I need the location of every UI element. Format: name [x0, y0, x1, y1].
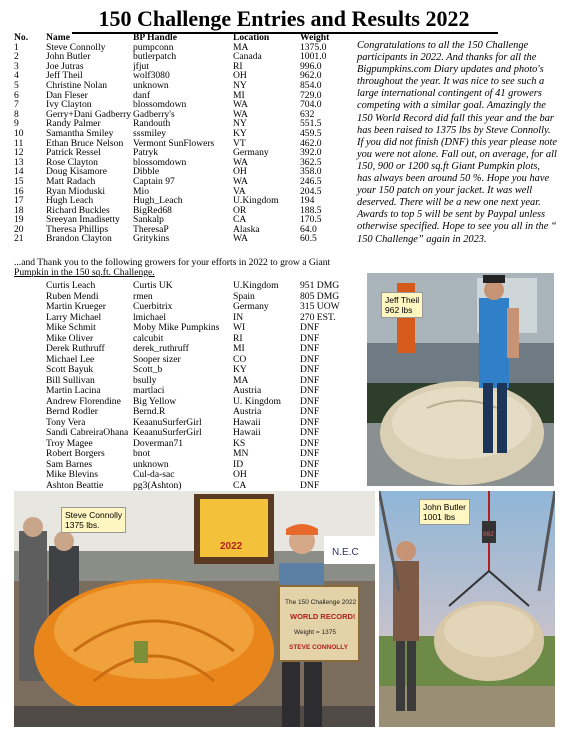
cell-bp: pg3(Ashton): [133, 480, 182, 491]
cell-bp: bsully: [133, 375, 157, 386]
table-row: [14, 449, 358, 460]
cell-location: CO: [233, 354, 247, 365]
table-row: [14, 344, 358, 355]
cell-name: Ruben Mendi: [46, 291, 99, 302]
cell-weight: 854.0: [300, 80, 322, 91]
table-row: [14, 481, 358, 492]
caption-jeff-name: Jeff Theil: [385, 295, 420, 305]
banner-text: N.E.C: [332, 547, 359, 558]
cell-name: Ryan Mioduski: [46, 186, 106, 197]
table-row: [14, 225, 352, 235]
cell-name: Martin Krueger: [46, 302, 106, 312]
cell-weight: 459.5: [300, 128, 322, 139]
table-row: [14, 100, 352, 110]
table-row: [14, 428, 358, 439]
cell-weight: DNF: [300, 459, 320, 470]
results-table: [14, 33, 352, 244]
cell-bp: lmichael: [133, 312, 167, 323]
table-row: [14, 355, 358, 366]
cell-name: Randy Palmer: [46, 119, 101, 129]
cell-weight: 188.5: [300, 205, 322, 216]
cell-name: Jeff Theil: [46, 71, 83, 81]
cell-no: 9: [14, 119, 19, 129]
cell-weight: 805 DMG: [300, 291, 340, 302]
table-row: [14, 196, 352, 206]
cell-weight: 246.5: [300, 176, 322, 187]
cell-no: 2: [14, 52, 19, 62]
sign-line-2: WORLD RECORD!: [290, 612, 356, 621]
cell-no: 1: [14, 42, 19, 53]
table-row: [14, 215, 352, 225]
spacer-cell: [14, 428, 46, 439]
cell-location: RI: [233, 61, 243, 72]
cell-location: MN: [233, 449, 249, 459]
spacer-cell: [14, 397, 46, 408]
cell-bp: blossomdown: [133, 157, 187, 168]
cell-location: VT: [233, 138, 246, 149]
table-row: [14, 139, 352, 149]
cell-location: WA: [233, 157, 248, 168]
cell-no: 19: [14, 215, 24, 225]
cell-name: Ethan Bruce Nelson: [46, 138, 124, 149]
cell-location: CA: [233, 215, 247, 225]
cell-name: John Butler: [46, 52, 91, 62]
spacer-cell: [14, 386, 46, 397]
cell-weight: 996.0: [300, 61, 322, 72]
caption-steve: [61, 507, 126, 533]
cell-name: Troy Magee: [46, 438, 93, 449]
cell-name: Doug Kisamore: [46, 167, 108, 177]
cell-no: 7: [14, 100, 19, 110]
cell-location: MA: [233, 375, 249, 386]
cell-weight: 962.0: [300, 71, 322, 81]
spacer-cell: [14, 292, 46, 303]
cell-location: OH: [233, 470, 247, 480]
spacer-cell: [14, 439, 46, 450]
cell-location: Austria: [233, 407, 262, 417]
table-row: [14, 418, 358, 429]
cell-name: Sreeyan Imadisetty: [46, 215, 120, 225]
spacer-cell: [14, 449, 46, 460]
table-row: [14, 52, 352, 62]
spacer-cell: [14, 302, 46, 313]
table-row: [14, 234, 352, 244]
cell-no: 20: [14, 224, 24, 235]
cell-name: Gerry+Dani Gadberry: [46, 109, 132, 120]
cell-weight: 704.0: [300, 100, 322, 110]
cell-weight: 551.5: [300, 119, 322, 129]
spacer-cell: [14, 418, 46, 429]
table-row: [14, 376, 358, 387]
table-row: [14, 187, 352, 197]
cell-location: Germany: [233, 148, 269, 158]
cell-no: 10: [14, 128, 24, 139]
cell-bp: Sankalp: [133, 215, 164, 225]
cell-bp: jfjut: [133, 61, 149, 72]
cell-weight: DNF: [300, 449, 320, 459]
thanks-text: [14, 258, 354, 277]
table-row: [14, 119, 352, 129]
cell-no: 13: [14, 157, 24, 168]
cell-name: Samantha Smiley: [46, 128, 114, 139]
cell-location: IN: [233, 312, 244, 323]
cell-bp: Curtis UK: [133, 281, 173, 291]
cell-weight: DNF: [300, 470, 320, 480]
cell-bp: Cuerbitrix: [133, 302, 173, 312]
cell-weight: DNF: [300, 396, 320, 407]
cell-bp: derek_ruthruff: [133, 344, 189, 354]
caption-jeff: [381, 292, 423, 318]
cell-location: KY: [233, 128, 247, 139]
cell-weight: DNF: [300, 386, 320, 396]
cell-bp: Big Yellow: [133, 396, 177, 407]
cell-weight: 170.5: [300, 215, 322, 225]
cell-location: OH: [233, 71, 247, 81]
table-row: [14, 129, 352, 139]
cell-weight: DNF: [300, 323, 320, 333]
cell-weight: DNF: [300, 480, 320, 491]
cell-bp: martlaci: [133, 386, 165, 396]
cell-weight: 951 DMG: [300, 281, 340, 291]
cell-location: U.Kingdom: [233, 281, 279, 291]
cell-no: 16: [14, 186, 24, 197]
cell-bp: Randouth: [133, 119, 171, 129]
cell-location: WA: [233, 100, 248, 110]
cell-bp: KeaanuSurferGirl: [133, 428, 202, 438]
cell-bp: Doverman71: [133, 438, 184, 449]
spacer-cell: [14, 344, 46, 355]
cell-name: Theresa Phillips: [46, 224, 109, 235]
photo-steve-connolly: [14, 491, 375, 727]
spacer-cell: [14, 470, 46, 481]
cell-bp: Hugh_Leach: [133, 196, 183, 206]
cell-location: Alaska: [233, 224, 260, 235]
cell-bp: Gritykins: [133, 234, 170, 245]
cell-name: Robert Borgers: [46, 449, 105, 459]
cell-name: Scott Bayuk: [46, 365, 94, 375]
cell-bp: sssmiley: [133, 128, 167, 139]
cell-location: MA: [233, 42, 249, 53]
cell-name: Michael Lee: [46, 354, 95, 365]
cell-bp: butlerpatch: [133, 52, 177, 62]
header-bp: BP Handle: [133, 33, 177, 43]
cell-weight: DNF: [300, 428, 320, 438]
cell-name: Ivy Clayton: [46, 100, 92, 110]
table-row: [14, 470, 358, 481]
header-name: Name: [46, 33, 70, 43]
cell-location: Spain: [233, 291, 255, 302]
cell-bp: calcubit: [133, 333, 164, 344]
cell-bp: BigRed68: [133, 205, 172, 216]
table-row: [14, 91, 352, 101]
cell-location: WA: [233, 109, 248, 120]
cell-weight: DNF: [300, 417, 320, 428]
photo-john-butler: [379, 491, 555, 727]
cell-weight: DNF: [300, 333, 320, 344]
cell-bp: unknown: [133, 80, 169, 91]
cell-weight: 315 UOW: [300, 302, 340, 312]
congratulations-note: Congratulations to all the 150 Challenge participants in 2022. And thanks for all the Bigpumpkins.com Diary updates and photo's throughout the year. It was nice to see such a large international contingent of 41 growers competing with a similar goal. Amazingly the 150 World Record did fall this year and the bar has been raised to 1375 lbs by Steve Connolly. If you did not finish (DNF) this year please note you were not alone. Fall out, on average, for all 150, 900 or 1200 sq.ft Giant Pumpkin plots, has always been around 50 %. Hope you have your 150 patch on your jacket. It was well deserved. There will be a new one next year. Awards to top 5 will be sent by Paypal unless otherwise specified. Hope to see you all in the “ 150 Challenge” again in 2023.: [357, 40, 557, 245]
spacer-cell: [14, 355, 46, 366]
caption-jeff-weight: 962 lbs: [385, 305, 413, 315]
thanks-line-1: ...and Thank you to the following growers for your efforts in 2022 to grow a Giant: [14, 257, 331, 268]
cell-location: WA: [233, 176, 248, 187]
table-row: [14, 313, 358, 324]
caption-john: [419, 499, 470, 525]
spacer-cell: [14, 376, 46, 387]
table-row: [14, 158, 352, 168]
cell-weight: DNF: [300, 354, 320, 365]
cell-location: OR: [233, 205, 247, 216]
table-row: [14, 302, 358, 313]
cell-weight: 64.0: [300, 224, 317, 235]
cell-location: Germany: [233, 302, 269, 312]
cell-weight: 729.0: [300, 90, 322, 101]
table-row: [14, 167, 352, 177]
cell-weight: 270 EST.: [300, 312, 336, 323]
cell-location: Canada: [233, 52, 262, 62]
cell-no: 15: [14, 176, 24, 187]
cell-weight: 362.5: [300, 157, 322, 168]
cell-no: 21: [14, 234, 24, 245]
table-row: [14, 148, 352, 158]
cell-name: Mike Oliver: [46, 333, 94, 344]
cell-bp: Captain 97: [133, 176, 175, 187]
cell-weight: 392.0: [300, 148, 322, 158]
table-row: [14, 43, 352, 53]
cell-bp: Gadberry's: [133, 109, 175, 120]
sign-line-3: Weight = 1375: [294, 629, 336, 636]
cell-location: ID: [233, 459, 244, 470]
cell-weight: 1375.0: [300, 42, 327, 53]
sign-line-1: The 150 Challenge 2022: [285, 599, 357, 606]
table-row: [14, 397, 358, 408]
cell-bp: danf: [133, 90, 151, 101]
cell-location: NY: [233, 80, 247, 91]
cell-bp: KeaanuSurferGirl: [133, 417, 202, 428]
cell-name: Matt Radach: [46, 176, 96, 187]
cell-name: Andrew Florendine: [46, 396, 121, 407]
cell-location: OH: [233, 167, 247, 177]
cell-bp: Mio: [133, 186, 149, 197]
cell-no: 17: [14, 196, 24, 206]
cell-name: Brandon Clayton: [46, 234, 112, 245]
cell-location: CA: [233, 480, 247, 491]
cell-location: Hawaii: [233, 428, 261, 438]
cell-name: Bernd Rodler: [46, 407, 98, 417]
cell-location: VA: [233, 186, 246, 197]
table-row: [14, 110, 352, 120]
spacer-cell: [14, 460, 46, 471]
cell-bp: TheresaP: [133, 224, 169, 235]
cell-name: Ashton Beattie: [46, 480, 104, 491]
cell-bp: blossomdown: [133, 100, 187, 110]
cell-name: Sandi CabreiraOhana: [46, 428, 129, 438]
cell-location: U. Kingdom: [233, 396, 281, 407]
cell-weight: DNF: [300, 438, 320, 449]
cell-name: Joe Jutras: [46, 61, 84, 72]
cell-name: Richard Buckles: [46, 205, 110, 216]
cell-weight: DNF: [300, 344, 320, 354]
cell-name: Curtis Leach: [46, 281, 96, 291]
sign-line-4: STEVE CONNOLLY: [289, 644, 348, 651]
table-row: [14, 281, 358, 292]
scale-display: 982: [483, 531, 494, 538]
cell-bp: Scott_b: [133, 365, 163, 375]
spacer-cell: [14, 407, 46, 418]
cell-weight: DNF: [300, 365, 320, 375]
cell-no: 12: [14, 148, 24, 158]
cell-weight: 60.5: [300, 234, 317, 245]
cell-name: Patrick Ressel: [46, 148, 101, 158]
cell-name: Derek Ruthruff: [46, 344, 105, 354]
cell-bp: Cul-da-sac: [133, 470, 175, 480]
cell-no: 18: [14, 205, 24, 216]
cell-location: WI: [233, 323, 246, 333]
sign-year: 2022: [220, 541, 243, 552]
header-no: No.: [14, 33, 29, 43]
spacer-cell: [14, 313, 46, 324]
table-row: [14, 334, 358, 345]
cell-bp: Sooper sizer: [133, 354, 181, 365]
table-row: [14, 292, 358, 303]
table-row: [14, 62, 352, 72]
cell-bp: Moby Mike Pumpkins: [133, 323, 220, 333]
cell-bp: bnot: [133, 449, 151, 459]
cell-location: U.Kingdom: [233, 196, 279, 206]
cell-location: Hawaii: [233, 417, 261, 428]
cell-no: 6: [14, 90, 19, 101]
spacer-cell: [14, 481, 46, 492]
photo-jeff-theil: [367, 273, 554, 486]
caption-john-weight: 1001 lbs: [423, 512, 456, 522]
table-row: [14, 323, 358, 334]
table-row: [14, 460, 358, 471]
other-growers-table: [14, 281, 358, 491]
cell-name: Larry Michael: [46, 312, 102, 323]
cell-no: 4: [14, 71, 19, 81]
cell-no: 3: [14, 61, 19, 72]
cell-name: Sam Barnes: [46, 459, 93, 470]
cell-name: Mike Blevins: [46, 470, 98, 480]
thanks-line-2: Pumpkin in the 150 sq.ft. Challenge.: [14, 266, 155, 278]
cell-no: 14: [14, 167, 24, 177]
cell-name: Hugh Leach: [46, 196, 94, 206]
cell-location: MI: [233, 90, 245, 101]
caption-steve-weight: 1375 lbs.: [65, 520, 100, 530]
cell-weight: 194: [300, 196, 315, 206]
cell-bp: pumpconn: [133, 42, 174, 53]
cell-name: Rose Clayton: [46, 157, 98, 168]
cell-weight: 204.5: [300, 186, 322, 197]
spacer-cell: [14, 323, 46, 334]
cell-no: 8: [14, 109, 19, 120]
cell-no: 5: [14, 80, 19, 91]
table-row: [14, 206, 352, 216]
cell-no: 11: [14, 138, 24, 149]
cell-name: Dan Fleser: [46, 90, 88, 101]
caption-john-name: John Butler: [423, 502, 466, 512]
spacer-cell: [14, 281, 46, 292]
cell-bp: Bernd.R: [133, 407, 166, 417]
cell-location: NY: [233, 119, 247, 129]
cell-name: Martin Lacina: [46, 386, 101, 396]
cell-weight: 632: [300, 109, 315, 120]
spacer-cell: [14, 365, 46, 376]
cell-bp: unknown: [133, 459, 169, 470]
cell-name: Christine Nolan: [46, 80, 108, 91]
cell-location: WA: [233, 234, 248, 245]
cell-location: RI: [233, 333, 243, 344]
cell-location: KY: [233, 365, 247, 375]
table-row: [14, 407, 358, 418]
cell-bp: rmen: [133, 291, 153, 302]
cell-bp: Vermont SunFlowers: [133, 138, 215, 149]
cell-name: Tony Vera: [46, 417, 86, 428]
cell-weight: DNF: [300, 375, 320, 386]
caption-steve-name: Steve Connolly: [65, 510, 123, 520]
cell-name: Bill Sullivan: [46, 375, 95, 386]
cell-weight: DNF: [300, 407, 320, 417]
table-row: [14, 71, 352, 81]
cell-weight: 462.0: [300, 138, 322, 149]
header-weight: Weight: [300, 33, 330, 43]
cell-location: KS: [233, 438, 246, 449]
cell-location: Austria: [233, 386, 262, 396]
page-title: 150 Challenge Entries and Results 2022: [98, 6, 470, 31]
cell-weight: 1001.0: [300, 52, 327, 62]
cell-name: Steve Connolly: [46, 42, 106, 53]
cell-bp: Dibble: [133, 167, 160, 177]
spacer-cell: [14, 334, 46, 345]
table-row: [14, 439, 358, 450]
table-row: [14, 386, 358, 397]
header-location: Location: [233, 33, 270, 43]
table-row: [14, 177, 352, 187]
cell-bp: Patryk: [133, 148, 159, 158]
table-row: [14, 81, 352, 91]
cell-weight: 358.0: [300, 167, 322, 177]
cell-name: Mike Schmit: [46, 323, 96, 333]
cell-location: MI: [233, 344, 245, 354]
results-header-row: [14, 33, 352, 43]
cell-bp: wolf3080: [133, 71, 170, 81]
table-row: [14, 365, 358, 376]
